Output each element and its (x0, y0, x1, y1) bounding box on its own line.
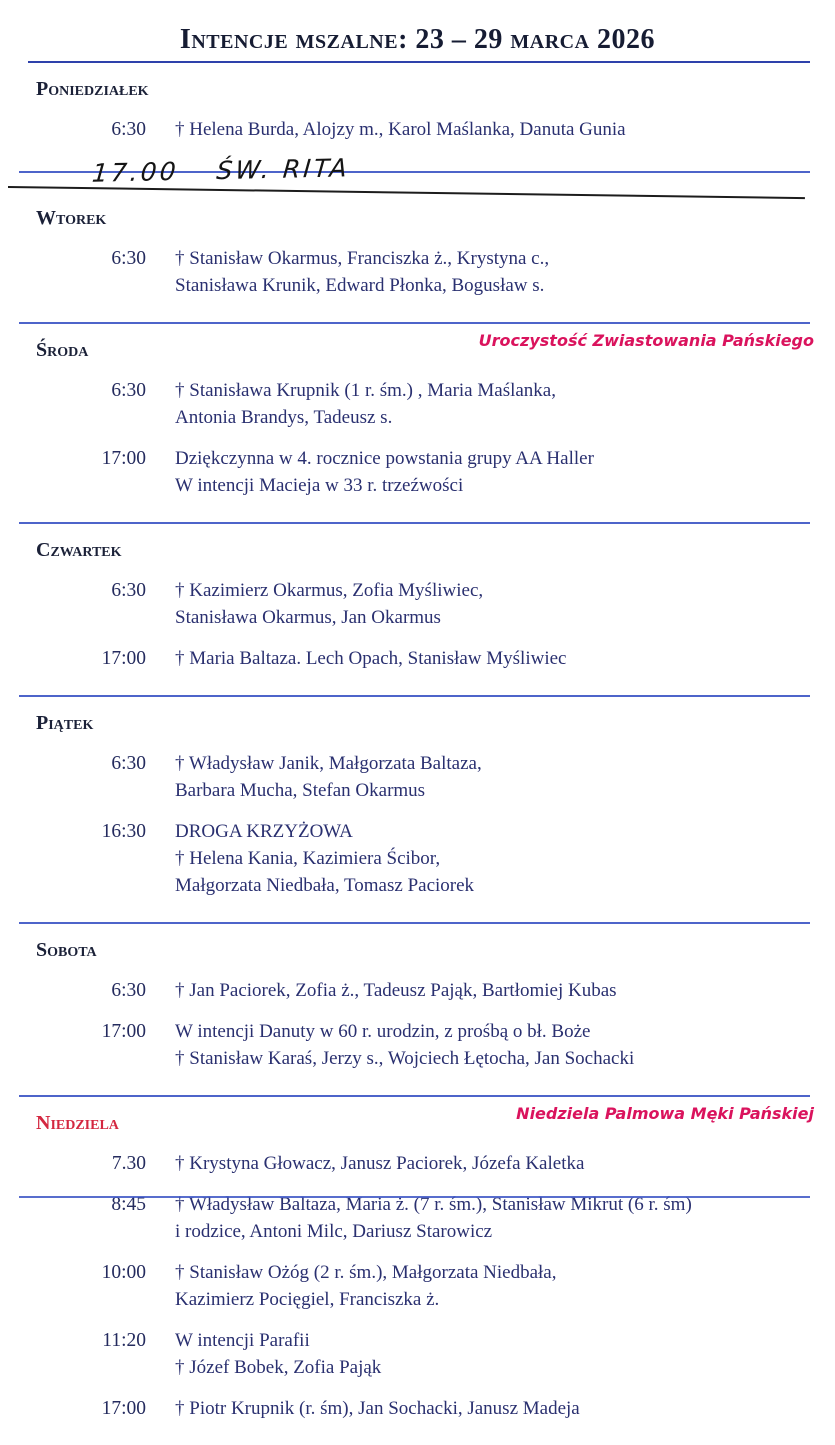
mass-entry (0, 1018, 835, 1072)
intention-line: Małgorzata Niedbała, Tomasz Paciorek (175, 875, 475, 896)
intention-line: † Stanisław Ożóg (2 r. śm.), Małgorzata Niedbała, (175, 1262, 557, 1283)
mass-entry (0, 977, 835, 1004)
feast-annotation: Uroczystość Zwiastowania Pańskiego (478, 331, 814, 350)
schedule-body (0, 76, 835, 1445)
day-section-sobota (0, 937, 835, 1095)
intention-line: Barbara Mucha, Stefan Okarmus (175, 780, 426, 801)
day-heading: Wtorek (36, 207, 107, 229)
mass-entry (0, 1150, 835, 1177)
feast-annotation: Niedziela Palmowa Męki Pańskiej (516, 1104, 814, 1123)
mass-time: 8:45 (111, 1194, 146, 1215)
entries (0, 245, 835, 322)
handwritten-text: ŚW. RITA (215, 153, 352, 186)
mass-intention (175, 1018, 634, 1072)
day-header (36, 205, 810, 231)
section-divider (19, 922, 810, 924)
mass-time: 16:30 (101, 821, 146, 842)
intention-line: DROGA KRZYŻOWA (175, 821, 353, 842)
intention-line: † Helena Kania, Kazimiera Ścibor, (175, 848, 441, 869)
mass-entry (0, 750, 835, 804)
mass-entry (0, 116, 835, 143)
mass-time: 17:00 (101, 1398, 146, 1419)
day-heading: Poniedziałek (36, 78, 149, 100)
intention-line: W intencji Danuty w 60 r. urodzin, z prośbą o bł. Boże (175, 1021, 591, 1042)
mass-intention (175, 116, 626, 143)
handwritten-underline (8, 186, 805, 199)
mass-entry (0, 1327, 835, 1381)
mass-intention (175, 577, 483, 631)
entries (0, 577, 835, 695)
intention-line: † Piotr Krupnik (r. śm), Jan Sochacki, Janusz Madeja (175, 1398, 580, 1419)
day-header (36, 76, 810, 102)
mass-time: 6:30 (111, 580, 146, 601)
day-section-wtorek (0, 205, 835, 322)
mass-entry (0, 245, 835, 299)
intention-line: † Maria Baltaza. Lech Opach, Stanisław Myśliwiec (175, 648, 567, 669)
day-section-niedziela (0, 1104, 835, 1445)
mass-time: 17:00 (101, 648, 146, 669)
mass-time: 6:30 (111, 248, 146, 269)
mass-intention (175, 818, 474, 899)
mass-time: 10:00 (101, 1262, 146, 1283)
mass-intention (175, 1150, 584, 1177)
mass-intention (175, 245, 549, 299)
intention-line: † Władysław Baltaza, Maria ż. (7 r. śm.), Stanisław Mikrut (6 r. śm) (175, 1194, 692, 1215)
mass-time: 6:30 (111, 753, 146, 774)
day-heading: Piątek (36, 712, 94, 734)
mass-entry (0, 1395, 835, 1422)
entries (0, 977, 835, 1095)
day-heading: Środa (36, 339, 89, 361)
day-header (36, 710, 810, 736)
intention-line: † Stanisław Karaś, Jerzy s., Wojciech Łętocha, Jan Sochacki (175, 1048, 635, 1069)
day-section-piatek (0, 710, 835, 922)
intention-line: † Kazimierz Okarmus, Zofia Myśliwiec, (175, 580, 484, 601)
page-bottom-rule (19, 1196, 810, 1198)
mass-time: 6:30 (111, 119, 146, 140)
day-header (36, 1104, 814, 1136)
intention-line: † Józef Bobek, Zofia Pająk (175, 1357, 382, 1378)
mass-intention (175, 1191, 692, 1245)
intention-line: Stanisława Krunik, Edward Płonka, Bogusław s. (175, 275, 545, 296)
day-header (36, 937, 810, 963)
section-divider (19, 695, 810, 697)
handwritten-note (91, 153, 351, 187)
mass-entry (0, 1259, 835, 1313)
intention-line: † Helena Burda, Alojzy m., Karol Maślanka, Danuta Gunia (175, 119, 626, 140)
mass-intention (175, 750, 482, 804)
mass-intention (175, 445, 594, 499)
intention-line: † Stanisław Okarmus, Franciszka ż., Krystyna c., (175, 248, 550, 269)
intention-line: Kazimierz Pocięgiel, Franciszka ż. (175, 1289, 440, 1310)
mass-time: 7.30 (111, 1153, 146, 1174)
intention-line: Dziękczynna w 4. rocznice powstania grupy AA Haller (175, 448, 594, 469)
intention-line: i rodzice, Antoni Milc, Dariusz Starowicz (175, 1221, 493, 1242)
entries (0, 750, 835, 922)
mass-time: 6:30 (111, 380, 146, 401)
mass-intention (175, 977, 617, 1004)
mass-entry (0, 577, 835, 631)
intention-line: † Władysław Janik, Małgorzata Baltaza, (175, 753, 482, 774)
section-divider (19, 1095, 810, 1097)
mass-intention (175, 1327, 381, 1381)
intention-line: Stanisława Okarmus, Jan Okarmus (175, 607, 441, 628)
intention-line: † Jan Paciorek, Zofia ż., Tadeusz Pająk, Bartłomiej Kubas (175, 980, 617, 1001)
day-heading: Sobota (36, 939, 97, 961)
mass-intention (175, 1395, 580, 1422)
mass-time: 17:00 (101, 448, 146, 469)
section-divider (19, 522, 810, 524)
section-divider (19, 322, 810, 324)
mass-entry (0, 645, 835, 672)
intention-line: W intencji Macieja w 33 r. trzeźwości (175, 475, 464, 496)
mass-intention (175, 377, 556, 431)
intention-line: Antonia Brandys, Tadeusz s. (175, 407, 393, 428)
day-header (36, 537, 810, 563)
mass-intention (175, 1259, 556, 1313)
mass-intention (175, 645, 567, 672)
mass-time: 17:00 (101, 1021, 146, 1042)
entries (0, 1150, 835, 1445)
mass-entry (0, 818, 835, 899)
mass-time: 6:30 (111, 980, 146, 1001)
title-underline (28, 61, 810, 63)
day-heading: Czwartek (36, 539, 122, 561)
handwritten-time: 17.00 (90, 156, 180, 188)
mass-entry (0, 377, 835, 431)
day-section-sroda (0, 331, 835, 522)
day-section-czwartek (0, 537, 835, 695)
intention-line: W intencji Parafii (175, 1330, 310, 1351)
mass-entry (0, 1191, 835, 1245)
intention-line: † Stanisława Krupnik (1 r. śm.) , Maria Maślanka, (175, 380, 556, 401)
intention-line: † Krystyna Głowacz, Janusz Paciorek, Józefa Kaletka (175, 1153, 585, 1174)
day-heading: Niedziela (36, 1112, 119, 1134)
mass-entry (0, 445, 835, 499)
page-title: Intencje mszalne: 23 – 29 marca 2026 (179, 24, 656, 55)
day-header (36, 331, 814, 363)
mass-time: 11:20 (102, 1330, 146, 1351)
entries (0, 377, 835, 522)
day-section-poniedzialek (0, 76, 835, 192)
document-header (0, 0, 835, 63)
handwriting-zone (0, 153, 835, 192)
